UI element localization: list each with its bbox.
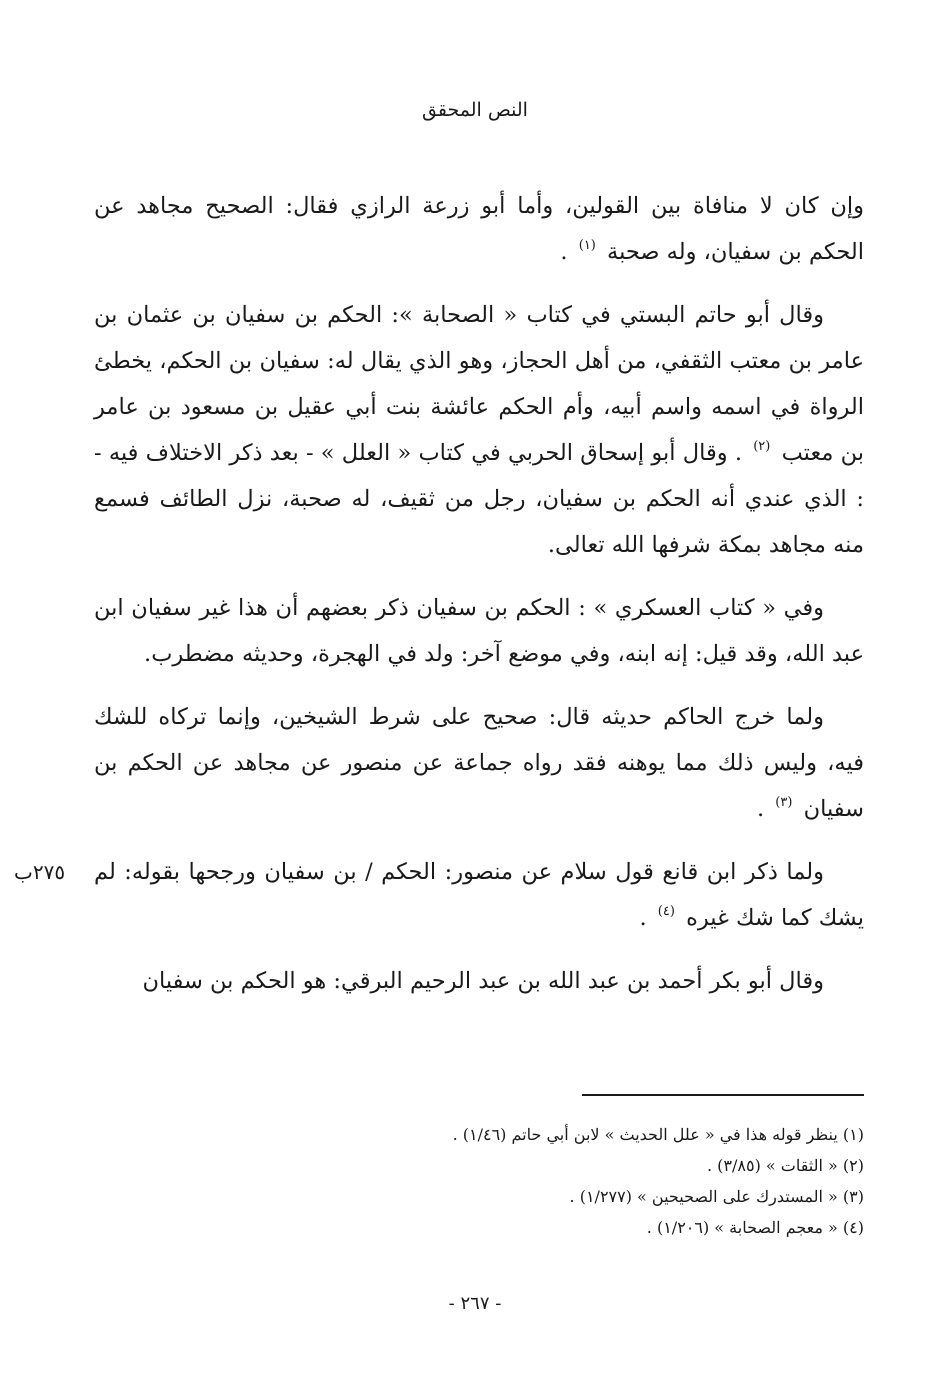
footnote-ref[interactable]: (١) xyxy=(578,238,596,253)
paragraph-text: وفي « كتاب العسكري » : الحكم بن سفيان ذكر بعضهم أن هذا غير سفيان ابن عبد الله، وقد قيل: إنه ابنه، وفي موضع آخر: ولد في الهجرة، وحديثه مضطرب. xyxy=(94,595,864,667)
running-head: النص المحقق xyxy=(422,99,528,121)
paragraph-6 xyxy=(94,958,864,1004)
footnote-4: (٤) « معجم الصحابة » (١/٢٠٦) . xyxy=(646,1218,864,1237)
footnote-divider xyxy=(582,1094,864,1096)
footnote-1: (١) ينظر قوله هذا في « علل الحديث » لابن أبي حاتم (١/٤٦) . xyxy=(452,1125,864,1144)
paragraph-text: وقال أبو بكر أحمد بن عبد الله بن عبد الرحيم البرقي: هو الحكم بن سفيان xyxy=(142,968,824,994)
paragraph-4 xyxy=(94,694,864,832)
manuscript-folio-marker: ٢٧٥ب xyxy=(14,860,66,884)
page-number: - ٢٦٧ - xyxy=(448,1293,502,1314)
paragraph-tail: . xyxy=(756,796,765,822)
footnote-2: (٢) « الثقات » (٣/٨٥) . xyxy=(706,1156,864,1175)
paragraph-5 xyxy=(14,849,864,941)
paragraph-tail: . xyxy=(560,239,568,265)
paragraph-text: ولما ذكر ابن قانع قول سلام عن منصور: الحكم / بن سفيان ورجحها بقوله: لم يشك كما شك غيره xyxy=(94,859,864,931)
footnote-ref[interactable]: (٢) xyxy=(753,439,771,454)
main-text xyxy=(14,183,865,1021)
paragraph-2 xyxy=(94,292,864,568)
paragraph-3 xyxy=(94,585,864,677)
footnote-ref[interactable]: (٣) xyxy=(775,795,793,810)
paragraph-text: وقال أبو حاتم البستي في كتاب « الصحابة »: الحكم بن سفيان بن عثمان بن عامر بن معتب الثقفي، من أهل الحجاز، وهو الذي يقال له: سفيان بن الحكم، يخطئ الرواة في اسمه واسم أبيه، وأم الحكم عائشة بنت أبي عقيل بن مسعود بن عامر بن معتب xyxy=(94,302,865,466)
paragraph-text: ولما خرج الحاكم حديثه قال: صحيح على شرط الشيخين، وإنما تركاه للشك فيه، وليس ذلك مما يوهنه فقد رواه جماعة عن منصور عن مجاهد عن الحكم بن سفيان xyxy=(94,704,864,822)
paragraph-tail: . xyxy=(639,905,647,931)
paragraph-tail: . وقال أبو إسحاق الحربي في كتاب « العلل » - بعد ذكر الاختلاف فيه - : الذي عندي أنه الحكم بن سفيان، رجل من ثقيف، له صحبة، نزل الطائف فسمع منه مجاهد بمكة شرفها الله تعالى. xyxy=(94,440,864,558)
paragraph-text: وإن كان لا منافاة بين القولين، وأما أبو زرعة الرازي فقال: الصحيح مجاهد عن الحكم بن سفيان، وله صحبة xyxy=(94,193,864,265)
footnotes xyxy=(94,1119,864,1243)
footnote-ref[interactable]: (٤) xyxy=(657,904,675,919)
paragraph-1 xyxy=(94,183,864,275)
footnote-3: (٣) « المستدرك على الصحيحين » (١/٢٧٧) . xyxy=(569,1187,864,1206)
